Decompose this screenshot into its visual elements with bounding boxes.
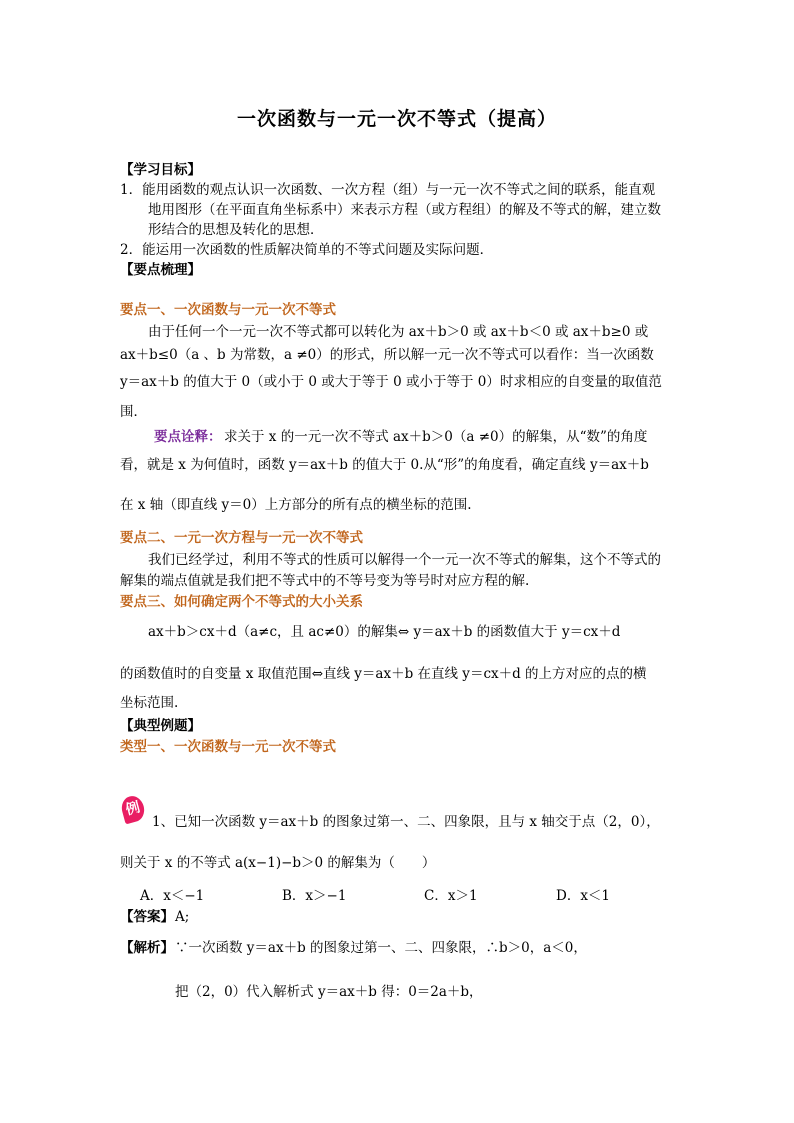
keypoint-3-line: 的函数值时的自变量 x 取值范围⇔直线 y＝ax＋b 在直线 y＝cx＋d 的上方对应的点的横 — [120, 666, 647, 682]
keypoint-3-line: ax＋b＞cx＋d（a≠c，且 ac≠0）的解集⇔ y＝ax＋b 的函数值大于 y＝cx＋d — [148, 624, 621, 640]
option-b: B．x＞−1 — [282, 888, 347, 904]
analysis-label: 【解析】 — [120, 940, 174, 956]
objective-line: 1．能用函数的观点认识一次函数、一次方程（组）与一元一次不等式之间的联系，能直观 — [120, 182, 656, 198]
keypoint-1-line: y＝ax＋b 的值大于 0（或小于 0 或大于等于 0 或小于等于 0）时求相应的自变量的取值范 — [120, 374, 662, 390]
keypoints-header: 【要点梳理】 — [120, 262, 201, 278]
objective-line: 地用图形（在平面直角坐标系中）来表示方程（或方程组）的解及不等式的解，建立数 — [148, 202, 661, 218]
note-line: 在 x 轴（即直线 y＝0）上方部分的所有点的横坐标的范围. — [120, 497, 472, 513]
note-label: 要点诠释： — [154, 429, 222, 445]
keypoint-1-line: 围． — [120, 404, 147, 420]
question-line: 1、已知一次函数 y＝ax＋b 的图象过第一、二、四象限，且与 x 轴交于点（2，0）， — [152, 814, 660, 830]
note-line: 求关于 x 的一元一次不等式 ax＋b＞0（a ≠0）的解集，从“数”的角度 — [224, 429, 648, 445]
analysis-line: ∵一次函数 y＝ax＋b 的图象过第一、二、四象限，∴b＞0，a＜0， — [175, 940, 587, 956]
objectives-header: 【学习目标】 — [120, 162, 201, 178]
keypoint-1-line: 由于任何一个一元一次不等式都可以转化为 ax＋b＞0 或 ax＋b＜0 或 ax＋b≥0 或 — [148, 324, 649, 340]
answer-text: A; — [175, 909, 190, 925]
keypoint-1-line: ax＋b≤0（a 、b 为常数，a ≠0）的形式，所以解一元一次不等式可以看作：当一次函数 — [120, 347, 654, 363]
keypoint-3-line: 坐标范围. — [120, 695, 179, 711]
example-badge-icon: 例 — [119, 794, 147, 825]
answer-label: 【答案】 — [120, 909, 174, 925]
page-title: 一次函数与一元一次不等式（提高） — [236, 108, 557, 130]
keypoint-2-line: 解集的端点值就是我们把不等式中的不等号变为等号时对应方程的解. — [120, 573, 530, 589]
keypoint-2-title: 要点二、一元一次方程与一元一次不等式 — [120, 530, 363, 546]
keypoint-3-title: 要点三、如何确定两个不等式的大小关系 — [120, 594, 363, 610]
note-line: 看，就是 x 为何值时，函数 y＝ax＋b 的值大于 0.从“形”的角度看，确定直线 y＝ax＋b — [120, 457, 649, 473]
option-a: A．x＜−1 — [140, 888, 205, 904]
type-1-title: 类型一、一次函数与一元一次不等式 — [120, 739, 336, 755]
keypoint-2-line: 我们已经学过，利用不等式的性质可以解得一个一元一次不等式的解集，这个不等式的 — [148, 552, 661, 568]
objective-line: 形结合的思想及转化的思想． — [148, 222, 324, 238]
option-c: C．x＞1 — [424, 888, 478, 904]
examples-header: 【典型例题】 — [120, 718, 201, 734]
analysis-line: 把（2，0）代入解析式 y＝ax＋b 得：0＝2a＋b， — [175, 984, 483, 1000]
option-d: D．x＜1 — [556, 888, 611, 904]
objective-line: 2．能运用一次函数的性质解决简单的不等式问题及实际问题． — [120, 242, 494, 258]
question-line: 则关于 x 的不等式 a(x−1)−b＞0 的解集为（ ） — [120, 855, 436, 871]
keypoint-1-title: 要点一、一次函数与一元一次不等式 — [120, 302, 336, 318]
